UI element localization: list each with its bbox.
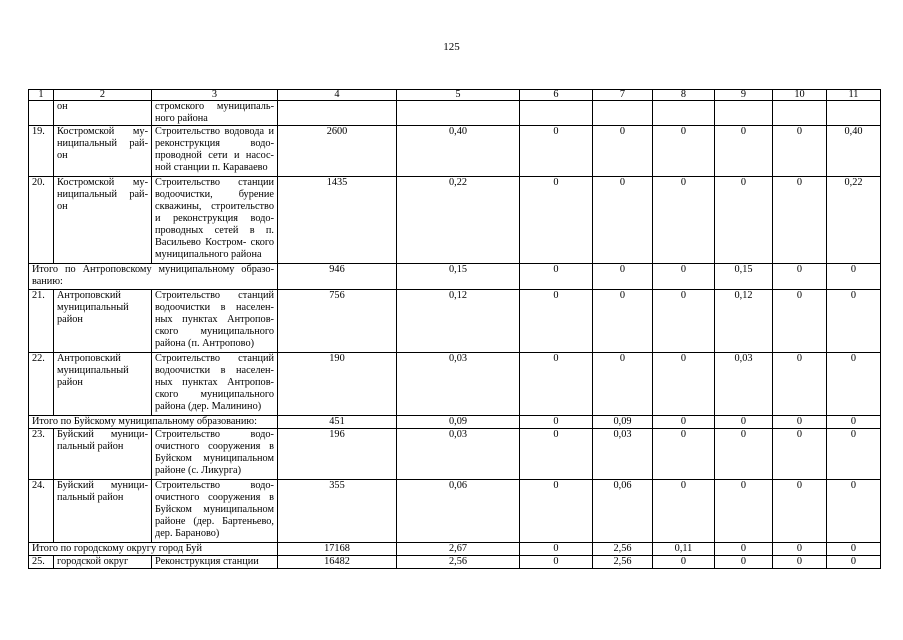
table-row — [29, 290, 881, 353]
value-cell: 0 — [715, 556, 773, 569]
value-cell: 451 — [278, 416, 397, 429]
page-number: 125 — [443, 41, 460, 53]
value-cell: 0 — [715, 543, 773, 556]
district-name: он — [54, 101, 152, 126]
value-cell: 0 — [520, 543, 593, 556]
value-cell — [827, 101, 881, 126]
value-cell: 0,06 — [397, 480, 520, 543]
value-cell: 0,09 — [397, 416, 520, 429]
value-cell: 0 — [520, 177, 593, 264]
row-number: 21. — [29, 290, 54, 353]
project-description: стромского муниципаль- ного района — [152, 101, 278, 126]
district-name: Костромской му- ниципальный рай- он — [54, 177, 152, 264]
table-row — [29, 556, 881, 569]
value-cell: 0 — [773, 290, 827, 353]
row-number: 19. — [29, 126, 54, 177]
value-cell: 2,67 — [397, 543, 520, 556]
value-cell: 0,12 — [715, 290, 773, 353]
value-cell: 0 — [715, 177, 773, 264]
value-cell: 0 — [773, 416, 827, 429]
value-cell: 0 — [593, 290, 653, 353]
project-description: Строительство станции водоочистки, бурение скважины, строительство и реконструкция водо- проводных сетей в п. Васильево Костром- ского муниципального района — [152, 177, 278, 264]
value-cell: 0 — [520, 126, 593, 177]
value-cell: 0,12 — [397, 290, 520, 353]
value-cell: 0 — [827, 556, 881, 569]
value-cell: 946 — [278, 264, 397, 290]
value-cell: 0 — [773, 429, 827, 480]
total-row — [29, 543, 881, 556]
value-cell: 190 — [278, 353, 397, 416]
value-cell: 0 — [520, 416, 593, 429]
header-cell: 11 — [827, 90, 881, 101]
total-label: Итого по Антроповскому муниципальному образо- ванию: — [29, 264, 278, 290]
row-number: 20. — [29, 177, 54, 264]
value-cell: 0 — [653, 556, 715, 569]
value-cell: 0 — [827, 416, 881, 429]
header-cell: 7 — [593, 90, 653, 101]
value-cell — [520, 101, 593, 126]
value-cell: 0,40 — [827, 126, 881, 177]
value-cell: 0 — [827, 290, 881, 353]
value-cell: 0 — [827, 429, 881, 480]
header-cell: 9 — [715, 90, 773, 101]
value-cell: 0,11 — [653, 543, 715, 556]
value-cell: 0 — [715, 126, 773, 177]
value-cell: 0,15 — [715, 264, 773, 290]
data-table — [28, 89, 881, 569]
value-cell: 2600 — [278, 126, 397, 177]
value-cell: 0 — [653, 264, 715, 290]
total-row — [29, 416, 881, 429]
value-cell: 0,22 — [397, 177, 520, 264]
value-cell: 0 — [520, 353, 593, 416]
table-row — [29, 353, 881, 416]
value-cell: 0 — [653, 429, 715, 480]
value-cell: 0 — [520, 480, 593, 543]
project-description: Строительство водо- очистного сооружения в Буйском муниципальном районе (с. Ликурга) — [152, 429, 278, 480]
value-cell: 0 — [520, 429, 593, 480]
value-cell: 0 — [773, 556, 827, 569]
value-cell: 0 — [653, 290, 715, 353]
value-cell: 0,03 — [397, 353, 520, 416]
project-description: Строительство станций водоочистки в населен- ных пунктах Антропов- ского муниципального района (п. Антропово) — [152, 290, 278, 353]
row-number: 25. — [29, 556, 54, 569]
total-row — [29, 264, 881, 290]
value-cell: 196 — [278, 429, 397, 480]
value-cell: 0 — [827, 264, 881, 290]
value-cell: 2,56 — [593, 543, 653, 556]
header-cell: 4 — [278, 90, 397, 101]
value-cell: 0 — [520, 264, 593, 290]
header-cell: 3 — [152, 90, 278, 101]
value-cell: 0,40 — [397, 126, 520, 177]
value-cell: 0 — [653, 126, 715, 177]
district-name: Антроповский муниципальный район — [54, 353, 152, 416]
header-cell: 1 — [29, 90, 54, 101]
project-description: Реконструкция станции — [152, 556, 278, 569]
value-cell: 16482 — [278, 556, 397, 569]
value-cell: 0,03 — [593, 429, 653, 480]
header-row — [29, 90, 881, 101]
value-cell: 0 — [593, 264, 653, 290]
value-cell: 0 — [520, 290, 593, 353]
value-cell: 0,15 — [397, 264, 520, 290]
value-cell — [653, 101, 715, 126]
value-cell: 355 — [278, 480, 397, 543]
value-cell: 2,56 — [397, 556, 520, 569]
value-cell: 0 — [773, 543, 827, 556]
header-cell: 6 — [520, 90, 593, 101]
district-name: Буйский муници- пальный район — [54, 480, 152, 543]
value-cell: 756 — [278, 290, 397, 353]
value-cell: 0 — [827, 543, 881, 556]
table-row — [29, 126, 881, 177]
district-name: городской округ — [54, 556, 152, 569]
value-cell: 0 — [520, 556, 593, 569]
value-cell — [593, 101, 653, 126]
row-number — [29, 101, 54, 126]
value-cell: 1435 — [278, 177, 397, 264]
district-name: Костромской му- ниципальный рай- он — [54, 126, 152, 177]
value-cell — [715, 101, 773, 126]
header-cell: 5 — [397, 90, 520, 101]
value-cell: 0 — [653, 353, 715, 416]
header-cell: 8 — [653, 90, 715, 101]
value-cell: 0 — [715, 429, 773, 480]
value-cell: 0 — [773, 264, 827, 290]
value-cell — [278, 101, 397, 126]
value-cell: 0 — [653, 416, 715, 429]
value-cell: 0 — [773, 480, 827, 543]
table-row — [29, 101, 881, 126]
table-row — [29, 429, 881, 480]
total-label: Итого по городскому округу город Буй — [29, 543, 278, 556]
header-cell: 2 — [54, 90, 152, 101]
table-row — [29, 177, 881, 264]
row-number: 22. — [29, 353, 54, 416]
value-cell — [773, 101, 827, 126]
value-cell: 0 — [653, 480, 715, 543]
header-cell: 10 — [773, 90, 827, 101]
value-cell: 0 — [653, 177, 715, 264]
value-cell: 0 — [593, 177, 653, 264]
project-description: Строительство водовода и реконструкция водо- проводной сети и насос- ной станции п. Караваево — [152, 126, 278, 177]
value-cell: 0 — [593, 126, 653, 177]
total-label: Итого по Буйскому муниципальному образованию: — [29, 416, 278, 429]
value-cell: 0 — [827, 353, 881, 416]
value-cell: 0,22 — [827, 177, 881, 264]
value-cell: 0,03 — [715, 353, 773, 416]
value-cell: 0 — [773, 126, 827, 177]
value-cell: 0 — [773, 177, 827, 264]
value-cell: 0,09 — [593, 416, 653, 429]
value-cell: 17168 — [278, 543, 397, 556]
district-name: Антроповский муниципальный район — [54, 290, 152, 353]
project-description: Строительство станций водоочистки в населен- ных пунктах Антропов- ского муниципального района (дер. Малинино) — [152, 353, 278, 416]
row-number: 24. — [29, 480, 54, 543]
value-cell: 0,06 — [593, 480, 653, 543]
value-cell — [397, 101, 520, 126]
value-cell: 0 — [827, 480, 881, 543]
value-cell: 0 — [593, 353, 653, 416]
value-cell: 2,56 — [593, 556, 653, 569]
value-cell: 0 — [715, 416, 773, 429]
value-cell: 0,03 — [397, 429, 520, 480]
project-description: Строительство водо- очистного сооружения в Буйском муниципальном районе (дер. Бартеньево, дер. Бараново) — [152, 480, 278, 543]
district-name: Буйский муници- пальный район — [54, 429, 152, 480]
table-row — [29, 480, 881, 543]
value-cell: 0 — [773, 353, 827, 416]
value-cell: 0 — [715, 480, 773, 543]
row-number: 23. — [29, 429, 54, 480]
